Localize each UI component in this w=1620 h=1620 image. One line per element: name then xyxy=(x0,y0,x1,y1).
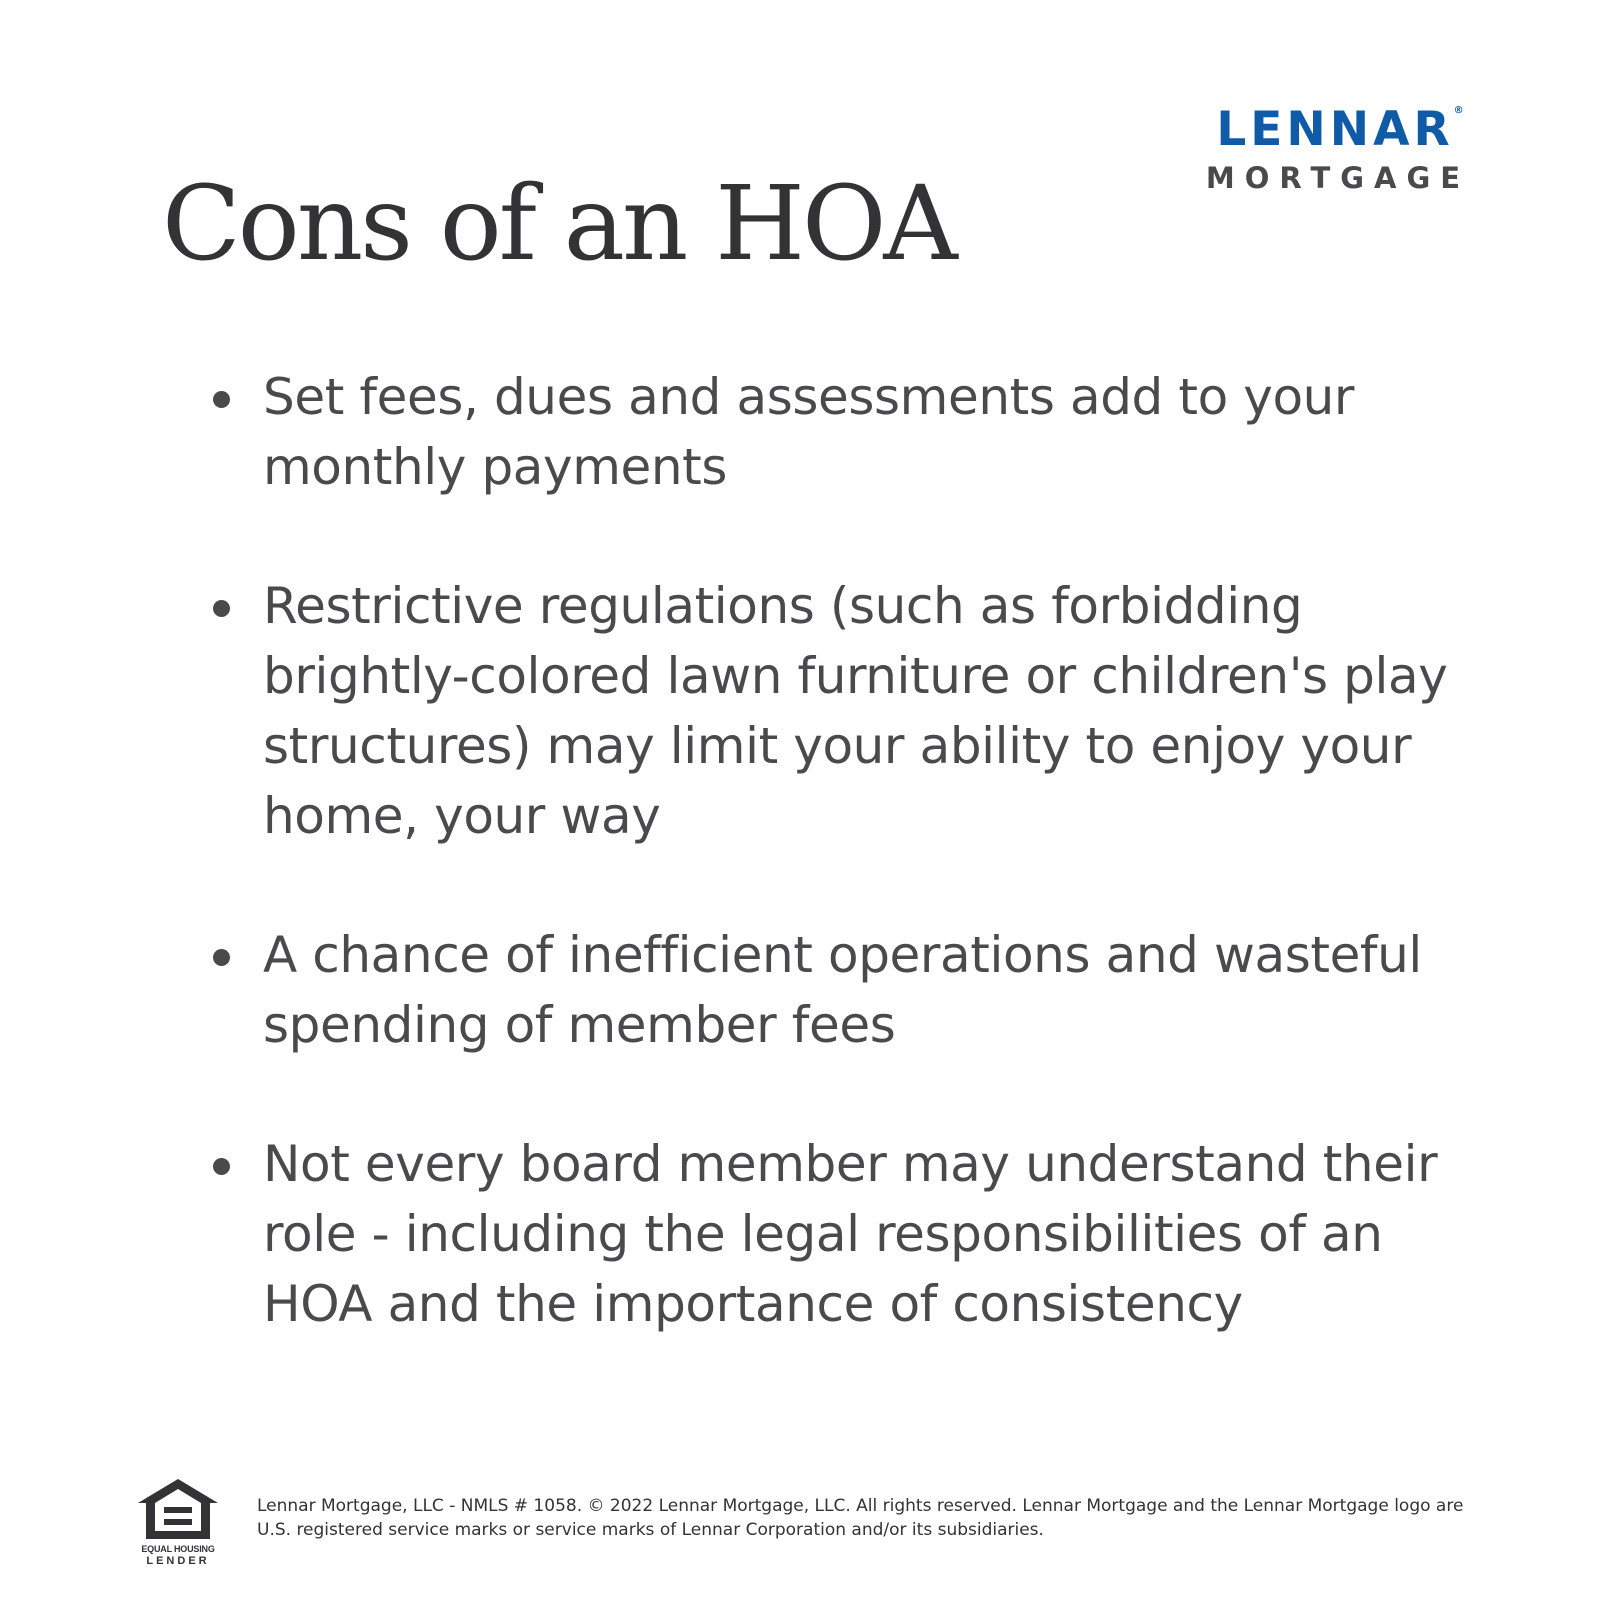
logo-wordmark-mortgage: MORTGAGE xyxy=(1205,161,1471,195)
list-item xyxy=(210,571,1500,851)
legal-disclaimer: Lennar Mortgage, LLC - NMLS # 1058. © 2022 Lennar Mortgage, LLC. All rights reserved. Lennar Mortgage and the Lennar Mortgage logo are U.S. registered service marks or service marks of Lennar Corporation and/or its subsidiaries. xyxy=(257,1496,1464,1540)
lender-label: LENDER xyxy=(146,1555,210,1567)
logo-wordmark-lennar: LENNAR ® xyxy=(1216,102,1464,157)
list-item xyxy=(210,1129,1500,1339)
bullet-icon xyxy=(213,1158,230,1175)
page-title: Cons of an HOA xyxy=(162,164,955,284)
equal-housing-lender-logo xyxy=(136,1477,220,1567)
bullet-icon xyxy=(213,391,230,408)
list-item-text: Restrictive regulations (such as forbidding brightly-colored lawn furniture or children's play structures) may limit your ability to enjoy your home, your way xyxy=(263,577,1448,845)
equal-housing-icon xyxy=(136,1477,220,1543)
list-item-text: A chance of inefficient operations and wasteful spending of member fees xyxy=(263,926,1422,1054)
bullet-icon xyxy=(213,949,230,966)
list-item-text: Set fees, dues and assessments add to your monthly payments xyxy=(263,368,1355,496)
equal-housing-label: EQUAL HOUSING xyxy=(141,1544,215,1554)
bullet-icon xyxy=(213,600,230,617)
list-item xyxy=(210,362,1500,502)
cons-list xyxy=(210,362,1500,1339)
lennar-mortgage-logo xyxy=(1165,102,1505,195)
list-item xyxy=(210,920,1500,1060)
registered-mark: ® xyxy=(1453,105,1464,116)
list-item-text: Not every board member may understand their role - including the legal responsibilities of an HOA and the importance of consistency xyxy=(263,1135,1438,1333)
